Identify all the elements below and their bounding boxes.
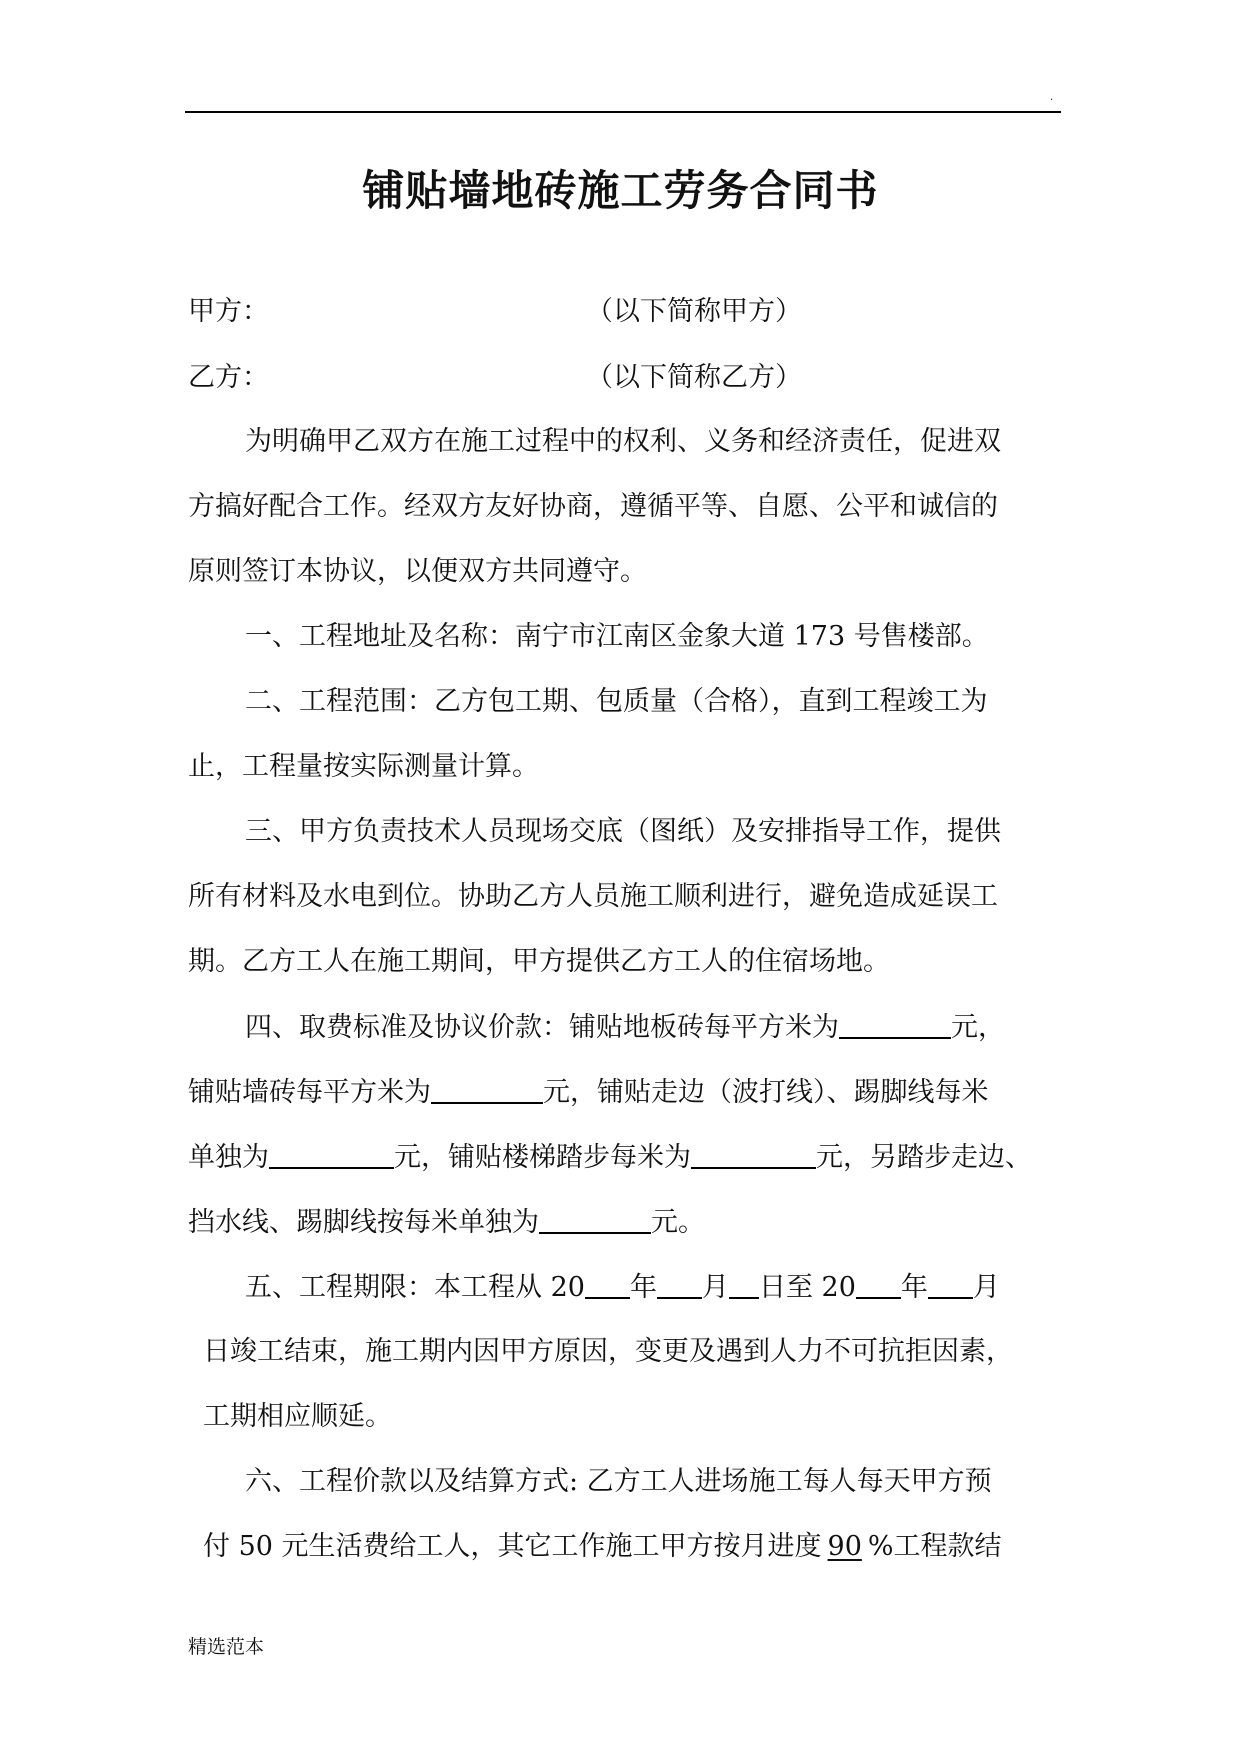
clause-4-text: 元，另踏步走边、	[816, 1142, 1032, 1173]
clause-5-line-3: 工期相应顺延。	[203, 1401, 392, 1432]
clause-5-line-2: 日竣工结束，施工期内因甲方原因，变更及遇到人力不可抗拒因素，	[203, 1336, 1013, 1367]
clause-5-text: 日至 20	[758, 1272, 856, 1303]
clause-5-text: 年	[629, 1272, 657, 1303]
clause-5-text: 五、工程期限：本工程从 20	[245, 1272, 585, 1303]
clause-4-text: 元，铺贴楼梯踏步每米为	[394, 1142, 691, 1173]
clause-6-line-2	[203, 1533, 1002, 1560]
clause-3-line-3: 期。乙方工人在施工期间，甲方提供乙方工人的住宿场地。	[188, 946, 890, 977]
clause-4-line-3	[188, 1143, 1032, 1171]
floor-tile-price-blank[interactable]	[839, 1013, 951, 1039]
clause-4-text: 元。	[651, 1207, 705, 1238]
clause-4-text: 单独为	[188, 1142, 269, 1173]
clause-5-text: 年	[900, 1272, 928, 1303]
clause-4-text: 元，铺贴走边（波打线）、踢脚线每米	[543, 1077, 989, 1108]
start-month-blank[interactable]	[657, 1273, 702, 1299]
party-b-note: （以下简称乙方）	[586, 362, 802, 393]
end-month-blank[interactable]	[928, 1273, 973, 1299]
clause-2-line-2: 止，工程量按实际测量计算。	[188, 751, 539, 782]
clause-3-line-1: 三、甲方负责技术人员现场交底（图纸）及安排指导工作，提供	[245, 816, 1001, 847]
clause-4-line-2	[188, 1078, 989, 1106]
intro-line-3: 原则签订本协议，以便双方共同遵守。	[188, 556, 647, 587]
intro-line-2: 方搞好配合工作。经双方友好协商，遵循平等、自愿、公平和诚信的	[188, 491, 998, 522]
clause-1-line-1: 一、工程地址及名称：南宁市江南区金象大道 173 号售楼部。	[245, 621, 989, 652]
document-title: 铺贴墙地砖施工劳务合同书	[362, 166, 879, 215]
intro-line-1: 为明确甲乙双方在施工过程中的权利、义务和经济责任，促进双	[245, 426, 1001, 457]
clause-4-text: 挡水线、踢脚线按每米单独为	[188, 1207, 539, 1238]
party-b-label: 乙方：	[188, 362, 269, 393]
progress-percent-value: 90	[827, 1531, 862, 1562]
start-year-blank[interactable]	[585, 1273, 630, 1299]
start-day-blank[interactable]	[729, 1273, 759, 1299]
clause-5-text: 月	[701, 1272, 729, 1303]
edge-price-blank[interactable]	[269, 1143, 394, 1169]
clause-5-line-1	[245, 1273, 1000, 1301]
header-rule	[185, 111, 1061, 113]
footer-label: 精选范本	[188, 1636, 265, 1658]
clause-6-text: 付 50 元生活费给工人，其它工作施工甲方按月进度	[203, 1531, 822, 1562]
clause-4-text: 四、取费标准及协议价款：铺贴地板砖每平方米为	[245, 1012, 839, 1043]
clause-5-text: 月	[972, 1272, 1000, 1303]
stair-price-blank[interactable]	[691, 1143, 816, 1169]
party-a-note: （以下简称甲方）	[586, 296, 802, 327]
end-year-blank[interactable]	[856, 1273, 901, 1299]
clause-4-line-4	[188, 1208, 705, 1236]
clause-6-line-1: 六、工程价款以及结算方式: 乙方工人进场施工每人每天甲方预	[245, 1466, 992, 1497]
header-dot: .	[1050, 92, 1054, 103]
clause-3-line-2: 所有材料及水电到位。协助乙方人员施工顺利进行，避免造成延误工	[188, 881, 998, 912]
clause-6-text: %工程款结	[867, 1531, 1002, 1562]
wall-tile-price-blank[interactable]	[431, 1078, 543, 1104]
clause-2-line-1: 二、工程范围：乙方包工期、包质量（合格），直到工程竣工为	[245, 686, 988, 717]
clause-4-text: 元，	[951, 1012, 1005, 1043]
party-a-label: 甲方：	[188, 296, 269, 327]
clause-4-text: 铺贴墙砖每平方米为	[188, 1077, 431, 1108]
clause-4-line-1	[245, 1013, 1005, 1041]
baseboard-price-blank[interactable]	[539, 1208, 651, 1234]
